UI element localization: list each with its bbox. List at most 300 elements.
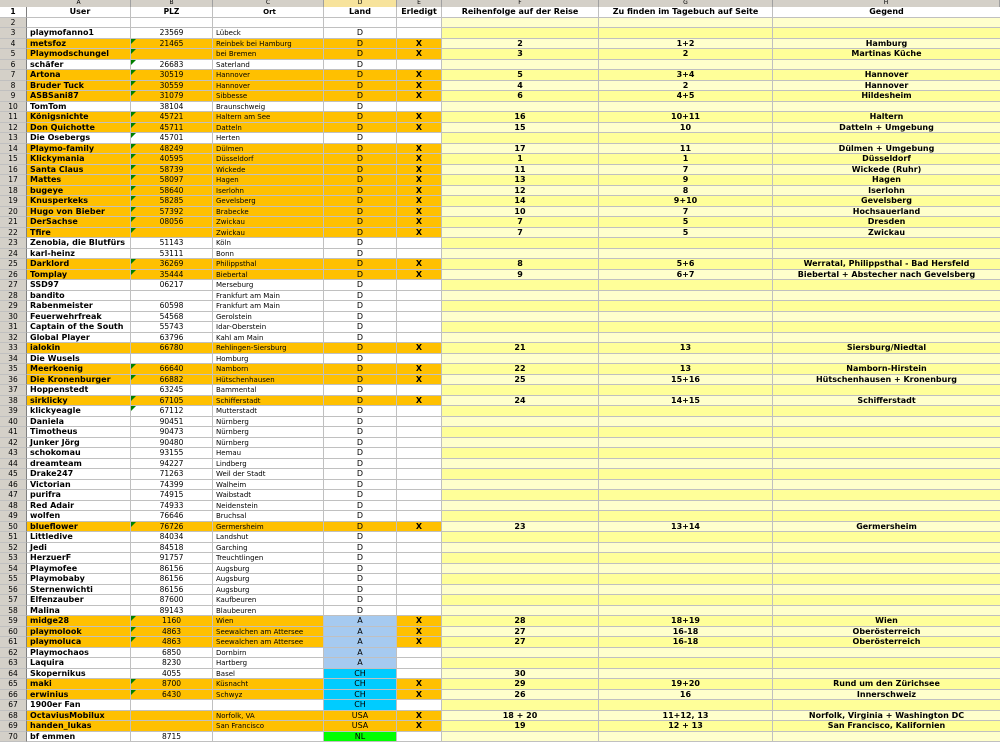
cell-tagebuch[interactable]: 11+12, 13 — [599, 711, 773, 722]
cell-gegend[interactable]: Zwickau — [773, 228, 1000, 239]
cell-user[interactable]: playmoluca — [27, 637, 131, 648]
cell-plz[interactable] — [131, 49, 213, 60]
row-number[interactable]: 35 — [0, 364, 27, 375]
cell-land[interactable]: A — [324, 627, 397, 638]
cell-ort[interactable]: Zwickau — [213, 228, 324, 239]
cell-plz[interactable]: 91757 — [131, 553, 213, 564]
cell-gegend[interactable] — [773, 312, 1000, 323]
cell-tagebuch[interactable]: 7 — [599, 165, 773, 176]
cell-reihenfolge[interactable] — [442, 60, 599, 71]
cell-reihenfolge[interactable] — [442, 18, 599, 29]
cell-user[interactable]: midge28 — [27, 616, 131, 627]
cell-user[interactable]: Bruder Tuck — [27, 81, 131, 92]
cell-plz[interactable]: 86156 — [131, 574, 213, 585]
cell-ort[interactable]: Lindberg — [213, 459, 324, 470]
cell-tagebuch[interactable] — [599, 438, 773, 449]
cell-reihenfolge[interactable] — [442, 501, 599, 512]
cell-user[interactable]: Junker Jörg — [27, 438, 131, 449]
cell-plz[interactable]: 58739 — [131, 165, 213, 176]
row-number[interactable]: 66 — [0, 690, 27, 701]
cell-gegend[interactable] — [773, 553, 1000, 564]
cell-gegend[interactable] — [773, 469, 1000, 480]
cell-ort[interactable] — [213, 700, 324, 711]
cell-reihenfolge[interactable]: 5 — [442, 70, 599, 81]
column-letter-d[interactable]: D — [324, 0, 397, 7]
cell-reihenfolge[interactable] — [442, 532, 599, 543]
cell-ort[interactable]: Nürnberg — [213, 427, 324, 438]
cell-erledigt[interactable] — [397, 658, 442, 669]
cell-ort[interactable] — [213, 732, 324, 743]
row-number[interactable]: 45 — [0, 469, 27, 480]
cell-tagebuch[interactable]: 9 — [599, 175, 773, 186]
cell-gegend[interactable]: Hagen — [773, 175, 1000, 186]
column-letter-b[interactable]: B — [131, 0, 213, 7]
cell-gegend[interactable]: Siersburg/Niedtal — [773, 343, 1000, 354]
cell-tagebuch[interactable]: 4+5 — [599, 91, 773, 102]
header-plz[interactable]: PLZ — [131, 7, 213, 18]
cell-plz[interactable]: 36269 — [131, 259, 213, 270]
cell-tagebuch[interactable]: 16-18 — [599, 637, 773, 648]
cell-reihenfolge[interactable] — [442, 732, 599, 743]
cell-tagebuch[interactable]: 16-18 — [599, 627, 773, 638]
header-user[interactable]: User — [27, 7, 131, 18]
cell-plz[interactable]: 8700 — [131, 679, 213, 690]
row-number[interactable]: 70 — [0, 732, 27, 743]
row-number[interactable]: 59 — [0, 616, 27, 627]
cell-plz[interactable]: 87600 — [131, 595, 213, 606]
cell-erledigt[interactable] — [397, 417, 442, 428]
cell-ort[interactable]: Augsburg — [213, 564, 324, 575]
cell-ort[interactable]: Weil der Stadt — [213, 469, 324, 480]
cell-tagebuch[interactable]: 7 — [599, 207, 773, 218]
cell-erledigt[interactable] — [397, 291, 442, 302]
row-number[interactable]: 9 — [0, 91, 27, 102]
cell-ort[interactable]: Treuchtlingen — [213, 553, 324, 564]
cell-reihenfolge[interactable] — [442, 301, 599, 312]
cell-user[interactable]: purifra — [27, 490, 131, 501]
cell-plz[interactable]: 67105 — [131, 396, 213, 407]
cell-land[interactable]: D — [324, 123, 397, 134]
cell-ort[interactable]: Augsburg — [213, 574, 324, 585]
cell-gegend[interactable]: Hannover — [773, 81, 1000, 92]
cell-ort[interactable]: Biebertal — [213, 270, 324, 281]
cell-erledigt[interactable] — [397, 480, 442, 491]
cell-ort[interactable]: Blaubeuren — [213, 606, 324, 617]
cell-reihenfolge[interactable]: 21 — [442, 343, 599, 354]
row-number[interactable]: 56 — [0, 585, 27, 596]
cell-user[interactable]: Klickymania — [27, 154, 131, 165]
cell-gegend[interactable] — [773, 585, 1000, 596]
cell-ort[interactable]: Kaufbeuren — [213, 595, 324, 606]
cell-tagebuch[interactable] — [599, 427, 773, 438]
cell-reihenfolge[interactable] — [442, 543, 599, 554]
row-number[interactable]: 5 — [0, 49, 27, 60]
cell-reihenfolge[interactable]: 25 — [442, 375, 599, 386]
cell-land[interactable]: D — [324, 60, 397, 71]
cell-reihenfolge[interactable]: 28 — [442, 616, 599, 627]
cell-erledigt[interactable]: X — [397, 711, 442, 722]
cell-user[interactable]: Playmodschungel — [27, 49, 131, 60]
cell-plz[interactable]: 76726 — [131, 522, 213, 533]
cell-user[interactable]: bandito — [27, 291, 131, 302]
cell-user[interactable]: HerzuerF — [27, 553, 131, 564]
cell-user[interactable]: Global Player — [27, 333, 131, 344]
cell-reihenfolge[interactable] — [442, 553, 599, 564]
cell-tagebuch[interactable] — [599, 700, 773, 711]
cell-user[interactable]: playmofanno1 — [27, 28, 131, 39]
row-number[interactable]: 24 — [0, 249, 27, 260]
cell-plz[interactable]: 23569 — [131, 28, 213, 39]
cell-tagebuch[interactable] — [599, 732, 773, 743]
row-number[interactable]: 61 — [0, 637, 27, 648]
cell-land[interactable]: D — [324, 301, 397, 312]
cell-gegend[interactable]: Hildesheim — [773, 91, 1000, 102]
cell-reihenfolge[interactable] — [442, 480, 599, 491]
cell-tagebuch[interactable] — [599, 385, 773, 396]
row-number[interactable]: 32 — [0, 333, 27, 344]
cell-tagebuch[interactable]: 1 — [599, 154, 773, 165]
cell-user[interactable]: sirklicky — [27, 396, 131, 407]
row-number[interactable]: 13 — [0, 133, 27, 144]
cell-erledigt[interactable]: X — [397, 196, 442, 207]
cell-ort[interactable]: Saterland — [213, 60, 324, 71]
cell-gegend[interactable] — [773, 511, 1000, 522]
cell-gegend[interactable] — [773, 595, 1000, 606]
column-letter-g[interactable]: G — [599, 0, 773, 7]
cell-tagebuch[interactable]: 10+11 — [599, 112, 773, 123]
cell-ort[interactable]: Bammental — [213, 385, 324, 396]
cell-ort[interactable]: Augsburg — [213, 585, 324, 596]
cell-erledigt[interactable] — [397, 280, 442, 291]
row-number[interactable]: 2 — [0, 18, 27, 29]
row-number[interactable]: 20 — [0, 207, 27, 218]
cell-reihenfolge[interactable]: 23 — [442, 522, 599, 533]
cell-gegend[interactable] — [773, 280, 1000, 291]
cell-reihenfolge[interactable]: 11 — [442, 165, 599, 176]
cell-erledigt[interactable]: X — [397, 259, 442, 270]
cell-land[interactable]: D — [324, 385, 397, 396]
row-number[interactable]: 52 — [0, 543, 27, 554]
cell-reihenfolge[interactable]: 27 — [442, 637, 599, 648]
cell-tagebuch[interactable]: 3+4 — [599, 70, 773, 81]
cell-ort[interactable]: Schwyz — [213, 690, 324, 701]
cell-user[interactable]: Victorian — [27, 480, 131, 491]
row-number[interactable]: 39 — [0, 406, 27, 417]
cell-ort[interactable]: Küsnacht — [213, 679, 324, 690]
row-number[interactable]: 21 — [0, 217, 27, 228]
cell-land[interactable]: D — [324, 501, 397, 512]
cell-user[interactable]: Die Osebergs — [27, 133, 131, 144]
row-number[interactable]: 19 — [0, 196, 27, 207]
cell-user[interactable]: Die Kronenburger — [27, 375, 131, 386]
cell-plz[interactable]: 67112 — [131, 406, 213, 417]
cell-gegend[interactable] — [773, 732, 1000, 743]
cell-gegend[interactable] — [773, 333, 1000, 344]
cell-user[interactable]: Hoppenstedt — [27, 385, 131, 396]
cell-plz[interactable]: 4055 — [131, 669, 213, 680]
cell-erledigt[interactable]: X — [397, 270, 442, 281]
cell-erledigt[interactable] — [397, 648, 442, 659]
cell-tagebuch[interactable] — [599, 133, 773, 144]
cell-gegend[interactable]: Wickede (Ruhr) — [773, 165, 1000, 176]
cell-reihenfolge[interactable]: 17 — [442, 144, 599, 155]
cell-ort[interactable]: Norfolk, VA — [213, 711, 324, 722]
cell-tagebuch[interactable]: 5+6 — [599, 259, 773, 270]
cell-gegend[interactable]: Martinas Küche — [773, 49, 1000, 60]
cell-reihenfolge[interactable]: 26 — [442, 690, 599, 701]
row-number[interactable]: 17 — [0, 175, 27, 186]
cell-land[interactable]: D — [324, 417, 397, 428]
cell-ort[interactable]: Wien — [213, 616, 324, 627]
cell-tagebuch[interactable] — [599, 18, 773, 29]
row-number[interactable]: 63 — [0, 658, 27, 669]
cell-plz[interactable] — [131, 228, 213, 239]
cell-ort[interactable]: Nürnberg — [213, 438, 324, 449]
cell-tagebuch[interactable] — [599, 60, 773, 71]
cell-reihenfolge[interactable] — [442, 238, 599, 249]
cell-plz[interactable]: 57392 — [131, 207, 213, 218]
cell-reihenfolge[interactable] — [442, 658, 599, 669]
cell-tagebuch[interactable] — [599, 312, 773, 323]
cell-gegend[interactable] — [773, 18, 1000, 29]
cell-reihenfolge[interactable]: 13 — [442, 175, 599, 186]
cell-gegend[interactable]: Hütschenhausen + Kronenburg — [773, 375, 1000, 386]
cell-reihenfolge[interactable] — [442, 102, 599, 113]
cell-land[interactable] — [324, 18, 397, 29]
cell-tagebuch[interactable] — [599, 574, 773, 585]
cell-ort[interactable]: Mutterstadt — [213, 406, 324, 417]
cell-erledigt[interactable] — [397, 585, 442, 596]
cell-erledigt[interactable] — [397, 354, 442, 365]
cell-gegend[interactable] — [773, 658, 1000, 669]
cell-land[interactable]: D — [324, 112, 397, 123]
cell-gegend[interactable] — [773, 60, 1000, 71]
cell-user[interactable]: karl-heinz — [27, 249, 131, 260]
cell-reihenfolge[interactable]: 6 — [442, 91, 599, 102]
cell-ort[interactable]: Wickede — [213, 165, 324, 176]
cell-gegend[interactable]: Dülmen + Umgebung — [773, 144, 1000, 155]
cell-gegend[interactable] — [773, 669, 1000, 680]
cell-gegend[interactable]: Oberösterreich — [773, 627, 1000, 638]
cell-ort[interactable]: Hannover — [213, 70, 324, 81]
cell-user[interactable]: Captain of the South — [27, 322, 131, 333]
cell-user[interactable]: Playmochaos — [27, 648, 131, 659]
cell-tagebuch[interactable] — [599, 238, 773, 249]
cell-reihenfolge[interactable] — [442, 459, 599, 470]
cell-gegend[interactable] — [773, 501, 1000, 512]
cell-erledigt[interactable]: X — [397, 217, 442, 228]
cell-land[interactable]: D — [324, 144, 397, 155]
cell-tagebuch[interactable]: 12 + 13 — [599, 721, 773, 732]
cell-reihenfolge[interactable]: 8 — [442, 259, 599, 270]
cell-plz[interactable]: 21465 — [131, 39, 213, 50]
cell-tagebuch[interactable]: 2 — [599, 49, 773, 60]
cell-land[interactable]: D — [324, 480, 397, 491]
row-number[interactable]: 11 — [0, 112, 27, 123]
cell-erledigt[interactable] — [397, 732, 442, 743]
cell-erledigt[interactable] — [397, 18, 442, 29]
cell-erledigt[interactable]: X — [397, 123, 442, 134]
cell-ort[interactable]: Reinbek bei Hamburg — [213, 39, 324, 50]
cell-plz[interactable]: 06217 — [131, 280, 213, 291]
cell-gegend[interactable] — [773, 354, 1000, 365]
cell-plz[interactable]: 6850 — [131, 648, 213, 659]
cell-erledigt[interactable] — [397, 60, 442, 71]
cell-tagebuch[interactable] — [599, 102, 773, 113]
cell-tagebuch[interactable] — [599, 511, 773, 522]
cell-plz[interactable]: 48249 — [131, 144, 213, 155]
cell-user[interactable]: Zenobia, die Blutfürs — [27, 238, 131, 249]
cell-ort[interactable]: Zwickau — [213, 217, 324, 228]
cell-ort[interactable]: Germersheim — [213, 522, 324, 533]
cell-tagebuch[interactable]: 8 — [599, 186, 773, 197]
row-number[interactable]: 31 — [0, 322, 27, 333]
cell-user[interactable]: Artona — [27, 70, 131, 81]
header-ort[interactable]: Ort — [213, 7, 324, 18]
cell-gegend[interactable]: Hamburg — [773, 39, 1000, 50]
cell-land[interactable]: D — [324, 102, 397, 113]
cell-plz[interactable]: 45721 — [131, 112, 213, 123]
row-number[interactable]: 62 — [0, 648, 27, 659]
cell-tagebuch[interactable] — [599, 648, 773, 659]
cell-tagebuch[interactable] — [599, 595, 773, 606]
cell-gegend[interactable]: Norfolk, Virginia + Washington DC — [773, 711, 1000, 722]
row-number[interactable]: 15 — [0, 154, 27, 165]
cell-tagebuch[interactable]: 9+10 — [599, 196, 773, 207]
cell-reihenfolge[interactable]: 3 — [442, 49, 599, 60]
cell-ort[interactable]: Dornbirn — [213, 648, 324, 659]
cell-user[interactable]: 1900er Fan — [27, 700, 131, 711]
cell-erledigt[interactable] — [397, 301, 442, 312]
cell-user[interactable]: Knusperkeks — [27, 196, 131, 207]
cell-land[interactable]: D — [324, 175, 397, 186]
cell-user[interactable]: Sternenwichti — [27, 585, 131, 596]
cell-land[interactable]: D — [324, 511, 397, 522]
cell-tagebuch[interactable] — [599, 333, 773, 344]
cell-gegend[interactable]: Hannover — [773, 70, 1000, 81]
cell-tagebuch[interactable] — [599, 490, 773, 501]
cell-ort[interactable]: Bonn — [213, 249, 324, 260]
cell-gegend[interactable]: Biebertal + Abstecher nach Gevelsberg — [773, 270, 1000, 281]
cell-gegend[interactable] — [773, 490, 1000, 501]
cell-gegend[interactable] — [773, 28, 1000, 39]
cell-ort[interactable]: Gevelsberg — [213, 196, 324, 207]
cell-reihenfolge[interactable] — [442, 574, 599, 585]
cell-tagebuch[interactable] — [599, 553, 773, 564]
cell-plz[interactable]: 31079 — [131, 91, 213, 102]
cell-gegend[interactable] — [773, 700, 1000, 711]
cell-reihenfolge[interactable]: 16 — [442, 112, 599, 123]
cell-land[interactable]: NL — [324, 732, 397, 743]
cell-plz[interactable]: 74933 — [131, 501, 213, 512]
cell-erledigt[interactable] — [397, 385, 442, 396]
cell-ort[interactable]: Gerolstein — [213, 312, 324, 323]
cell-ort[interactable]: San Francisco — [213, 721, 324, 732]
row-number[interactable]: 29 — [0, 301, 27, 312]
cell-land[interactable]: D — [324, 217, 397, 228]
row-number[interactable]: 12 — [0, 123, 27, 134]
column-letter-c[interactable]: C — [213, 0, 324, 7]
cell-reihenfolge[interactable]: 12 — [442, 186, 599, 197]
cell-tagebuch[interactable] — [599, 501, 773, 512]
cell-erledigt[interactable]: X — [397, 175, 442, 186]
cell-gegend[interactable]: San Francisco, Kalifornien — [773, 721, 1000, 732]
cell-ort[interactable]: Sibbesse — [213, 91, 324, 102]
cell-plz[interactable] — [131, 721, 213, 732]
cell-reihenfolge[interactable] — [442, 606, 599, 617]
cell-reihenfolge[interactable] — [442, 280, 599, 291]
cell-tagebuch[interactable]: 13 — [599, 364, 773, 375]
cell-reihenfolge[interactable]: 1 — [442, 154, 599, 165]
cell-tagebuch[interactable]: 5 — [599, 217, 773, 228]
cell-user[interactable]: Tomplay — [27, 270, 131, 281]
cell-land[interactable]: D — [324, 133, 397, 144]
cell-plz[interactable]: 53111 — [131, 249, 213, 260]
cell-erledigt[interactable] — [397, 501, 442, 512]
cell-land[interactable]: D — [324, 165, 397, 176]
cell-land[interactable]: D — [324, 553, 397, 564]
cell-ort[interactable]: Datteln — [213, 123, 324, 134]
row-number[interactable]: 68 — [0, 711, 27, 722]
cell-land[interactable]: D — [324, 322, 397, 333]
cell-gegend[interactable] — [773, 238, 1000, 249]
cell-plz[interactable]: 74915 — [131, 490, 213, 501]
cell-land[interactable]: CH — [324, 690, 397, 701]
cell-reihenfolge[interactable] — [442, 648, 599, 659]
cell-tagebuch[interactable] — [599, 459, 773, 470]
cell-user[interactable]: OctaviusMobilux — [27, 711, 131, 722]
cell-ort[interactable]: Basel — [213, 669, 324, 680]
cell-plz[interactable]: 54568 — [131, 312, 213, 323]
cell-erledigt[interactable] — [397, 606, 442, 617]
cell-reihenfolge[interactable] — [442, 291, 599, 302]
cell-plz[interactable] — [131, 291, 213, 302]
row-number[interactable]: 43 — [0, 448, 27, 459]
row-number[interactable]: 10 — [0, 102, 27, 113]
cell-plz[interactable]: 84518 — [131, 543, 213, 554]
cell-user[interactable]: Darklord — [27, 259, 131, 270]
cell-erledigt[interactable]: X — [397, 679, 442, 690]
header-land[interactable]: Land — [324, 7, 397, 18]
cell-reihenfolge[interactable]: 27 — [442, 627, 599, 638]
cell-user[interactable]: ialokin — [27, 343, 131, 354]
cell-plz[interactable] — [131, 711, 213, 722]
cell-land[interactable]: D — [324, 532, 397, 543]
cell-erledigt[interactable]: X — [397, 81, 442, 92]
cell-user[interactable]: Skopernikus — [27, 669, 131, 680]
cell-ort[interactable]: Herten — [213, 133, 324, 144]
cell-plz[interactable]: 51143 — [131, 238, 213, 249]
cell-land[interactable]: D — [324, 154, 397, 165]
cell-plz[interactable]: 45711 — [131, 123, 213, 134]
cell-land[interactable]: CH — [324, 679, 397, 690]
cell-tagebuch[interactable] — [599, 417, 773, 428]
cell-land[interactable]: D — [324, 70, 397, 81]
cell-land[interactable]: D — [324, 564, 397, 575]
cell-tagebuch[interactable] — [599, 291, 773, 302]
cell-erledigt[interactable] — [397, 595, 442, 606]
cell-ort[interactable]: Hartberg — [213, 658, 324, 669]
cell-reihenfolge[interactable] — [442, 511, 599, 522]
cell-erledigt[interactable] — [397, 133, 442, 144]
cell-gegend[interactable]: Werratal, Philippsthal - Bad Hersfeld — [773, 259, 1000, 270]
cell-tagebuch[interactable] — [599, 448, 773, 459]
cell-ort[interactable]: Lübeck — [213, 28, 324, 39]
cell-reihenfolge[interactable]: 2 — [442, 39, 599, 50]
cell-user[interactable]: schäfer — [27, 60, 131, 71]
cell-land[interactable]: D — [324, 585, 397, 596]
cell-plz[interactable] — [131, 354, 213, 365]
